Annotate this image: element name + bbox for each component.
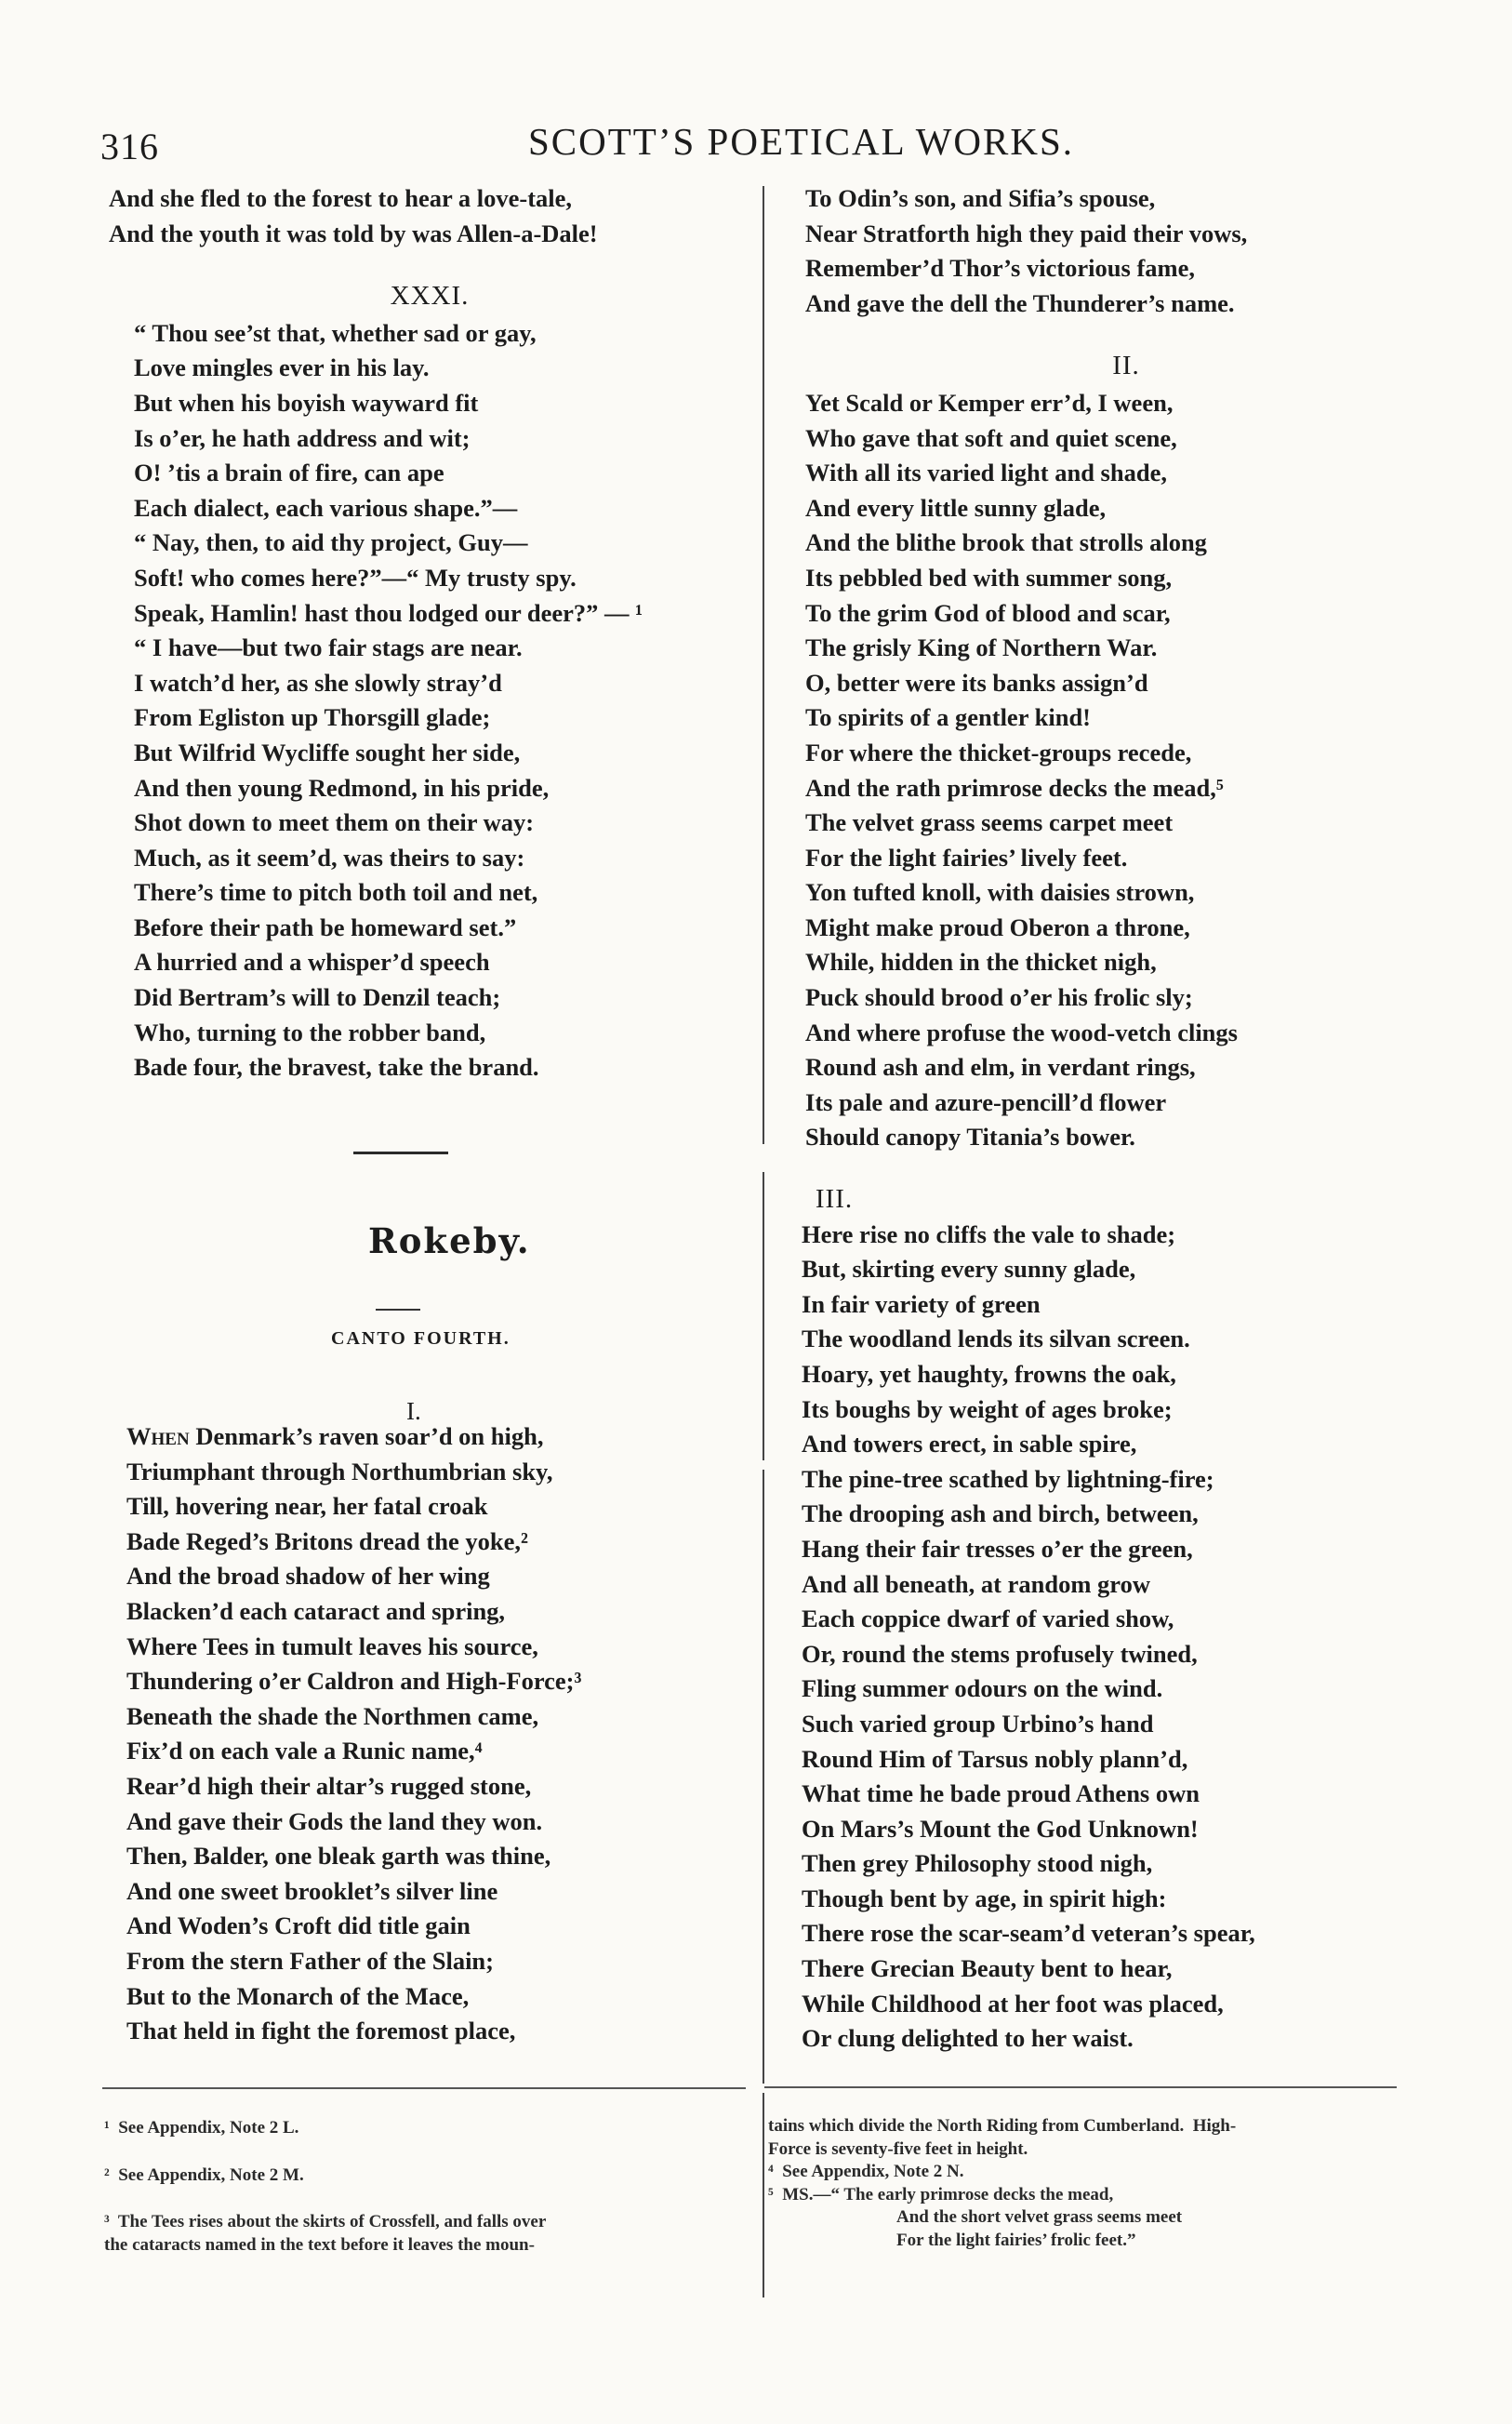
verse-line: Before their path be homeward set.” bbox=[134, 912, 517, 941]
running-title: SCOTT’S POETICAL WORKS. bbox=[528, 120, 1075, 163]
footnote: tains which divide the North Riding from Cumberland. High- bbox=[768, 2116, 1237, 2136]
verse-line: And the broad shadow of her wing bbox=[126, 1562, 490, 1591]
drop-word: When bbox=[126, 1422, 190, 1450]
footnote-spacer bbox=[104, 2187, 755, 2211]
verse-line: Hang their fair tresses o’er the green, bbox=[802, 1534, 1193, 1563]
verse-line: Such varied group Urbino’s hand bbox=[802, 1709, 1154, 1738]
verse-line: While Childhood at her foot was placed, bbox=[802, 1989, 1224, 2018]
verse-line: To the grim God of blood and scar, bbox=[805, 598, 1171, 627]
verse-line: And every little sunny glade, bbox=[805, 493, 1107, 522]
column-divider bbox=[763, 2093, 764, 2297]
verse-line: Though bent by age, in spirit high: bbox=[802, 1884, 1167, 1912]
verse-line: “ Nay, then, to aid thy project, Guy— bbox=[134, 528, 528, 557]
verse-line: Remember’d Thor’s victorious fame, bbox=[805, 254, 1195, 283]
column-divider bbox=[763, 1172, 764, 1460]
verse-line: Its pale and azure-pencill’d flower bbox=[805, 1087, 1167, 1116]
first-line-rest: Denmark’s raven soar’d on high, bbox=[189, 1422, 544, 1450]
verse-line: Puck should brood o’er his frolic sly; bbox=[805, 983, 1193, 1012]
verse-line: Love mingles ever in his lay. bbox=[134, 353, 430, 382]
stanza-heading-ii: II. bbox=[1112, 351, 1140, 381]
section-divider bbox=[353, 1152, 448, 1154]
verse-line: “ Thou see’st that, whether sad or gay, bbox=[134, 318, 537, 347]
verse-line: Triumphant through Northumbrian sky, bbox=[126, 1457, 553, 1485]
verse-line: Rear’d high their altar’s rugged stone, bbox=[126, 1771, 532, 1800]
verse-line: Round Him of Tarsus nobly plann’d, bbox=[802, 1744, 1188, 1773]
stanza-heading-i: I. bbox=[406, 1397, 421, 1425]
verse-line: That held in fight the foremost place, bbox=[126, 2017, 516, 2045]
verse-line: The woodland lends its silvan screen. bbox=[802, 1325, 1190, 1353]
verse-line: And the blithe brook that strolls along bbox=[805, 528, 1207, 557]
verse-line: From the stern Father of the Slain; bbox=[126, 1946, 494, 1975]
footnote-spacer bbox=[104, 2140, 755, 2164]
verse-line: The grisly King of Northern War. bbox=[805, 633, 1158, 662]
verse-line: Each dialect, each various shape.”— bbox=[134, 493, 518, 522]
verse-line bbox=[126, 1419, 768, 1455]
verse-line: Hoary, yet haughty, frowns the oak, bbox=[802, 1359, 1176, 1388]
verse-line: And towers erect, in sable spire, bbox=[802, 1430, 1137, 1458]
footnote: the cataracts named in the text before it leaves the moun- bbox=[104, 2234, 535, 2255]
verse-line: Who, turning to the robber band, bbox=[134, 1018, 486, 1046]
verse-line: Near Stratforth high they paid their vows, bbox=[805, 219, 1248, 247]
footnote: ¹ See Appendix, Note 2 L. bbox=[104, 2118, 299, 2138]
verse-line: And one sweet brooklet’s silver line bbox=[126, 1876, 498, 1905]
verse-line: Here rise no cliffs the vale to shade; bbox=[802, 1219, 1176, 1248]
verse-line: The velvet grass seems carpet meet bbox=[805, 808, 1174, 837]
verse-line: Much, as it seem’d, was theirs to say: bbox=[134, 843, 525, 872]
title-divider bbox=[376, 1309, 420, 1311]
verse-line: A hurried and a whisper’d speech bbox=[134, 948, 490, 977]
section-title: Rokeby. bbox=[368, 1220, 531, 1261]
verse-line: Speak, Hamlin! hast thou lodged our deer?” — ¹ bbox=[134, 598, 643, 627]
verse-line: Who gave that soft and quiet scene, bbox=[805, 423, 1177, 452]
footnote: For the light fairies’ frolic feet.” bbox=[896, 2230, 1136, 2250]
verse-line: Is o’er, he hath address and wit; bbox=[134, 423, 471, 452]
footnotes-right bbox=[768, 2115, 1419, 2252]
verse-line: In fair variety of green bbox=[802, 1289, 1041, 1318]
verse-line: O! ’tis a brain of fire, can ape bbox=[134, 459, 444, 487]
verse-line: Fix’d on each vale a Runic name,⁴ bbox=[126, 1737, 483, 1765]
page-header bbox=[0, 119, 1512, 166]
verse-line: Then, Balder, one bleak garth was thine, bbox=[126, 1842, 551, 1871]
verse-line: To spirits of a gentler kind! bbox=[805, 703, 1092, 732]
stanza-heading-xxxi: XXXI. bbox=[390, 281, 470, 312]
verse-line: Yet Scald or Kemper err’d, I ween, bbox=[805, 388, 1174, 417]
verse-line: O, better were its banks assign’d bbox=[805, 668, 1148, 697]
verse-line: And where profuse the wood-vetch clings bbox=[805, 1018, 1238, 1046]
verse-line: Then grey Philosophy stood nigh, bbox=[802, 1849, 1153, 1878]
right-column-top bbox=[805, 181, 1447, 1155]
verse-line: Its boughs by weight of ages broke; bbox=[802, 1394, 1173, 1423]
footnote: ³ The Tees rises about the skirts of Crossfell, and falls over bbox=[104, 2212, 547, 2231]
verse-line: What time he bade proud Athens own bbox=[802, 1779, 1200, 1808]
page-number: 316 bbox=[100, 126, 159, 167]
verse-line: And Woden’s Croft did title gain bbox=[126, 1911, 471, 1940]
verse-line: Each coppice dwarf of varied show, bbox=[802, 1605, 1174, 1633]
verse-line: Blacken’d each cataract and spring, bbox=[126, 1596, 506, 1625]
verse-line: And then young Redmond, in his pride, bbox=[134, 773, 550, 802]
verse-line: Or clung delighted to her waist. bbox=[802, 2024, 1134, 2053]
footnote: Force is seventy-five feet in height. bbox=[768, 2138, 1028, 2159]
verse-line: With all its varied light and shade, bbox=[805, 459, 1167, 487]
verse-line: There’s time to pitch both toil and net, bbox=[134, 878, 538, 907]
verse-line: From Egliston up Thorsgill glade; bbox=[134, 703, 491, 732]
verse-line: There Grecian Beauty bent to hear, bbox=[802, 1954, 1173, 1983]
verse-line: And the youth it was told by was Allen-a-Dale! bbox=[109, 219, 598, 247]
verse-line: But to the Monarch of the Mace, bbox=[126, 1981, 470, 2010]
verse-line: But, skirting every sunny glade, bbox=[802, 1255, 1136, 1284]
verse-line: But when his boyish wayward fit bbox=[134, 388, 479, 417]
footnotes-left bbox=[104, 2117, 755, 2257]
verse-line: There rose the scar-seam’d veteran’s spear, bbox=[802, 1919, 1255, 1948]
verse-line: Soft! who comes here?”—“ My trusty spy. bbox=[134, 563, 577, 592]
verse-line: Thundering o’er Caldron and High-Force;³ bbox=[126, 1667, 582, 1696]
footnote: ² See Appendix, Note 2 M. bbox=[104, 2164, 304, 2185]
verse-line: But Wilfrid Wycliffe sought her side, bbox=[134, 738, 521, 766]
stanza-xxxi bbox=[109, 316, 750, 1085]
verse-line: “ I have—but two fair stags are near. bbox=[134, 633, 523, 662]
verse-line: And gave the dell the Thunderer’s name. bbox=[805, 288, 1235, 317]
right-column-bottom bbox=[802, 1182, 1443, 2057]
verse-line: Fling summer odours on the wind. bbox=[802, 1674, 1163, 1703]
verse-line: Shot down to meet them on their way: bbox=[134, 808, 535, 837]
footnote-rule bbox=[102, 2087, 746, 2089]
verse-line: Round ash and elm, in verdant rings, bbox=[805, 1053, 1196, 1082]
verse-line: Till, hovering near, her fatal croak bbox=[126, 1492, 488, 1521]
footnote: ⁴ See Appendix, Note 2 N. bbox=[768, 2162, 964, 2181]
verse-line: Might make proud Oberon a throne, bbox=[805, 912, 1190, 941]
verse-line: For the light fairies’ lively feet. bbox=[805, 843, 1128, 872]
verse-line: The drooping ash and birch, between, bbox=[802, 1499, 1199, 1528]
verse-line: Bade Reged’s Britons dread the yoke,² bbox=[126, 1526, 528, 1555]
verse-line: Where Tees in tumult leaves his source, bbox=[126, 1632, 538, 1660]
verse-line: For where the thicket-groups recede, bbox=[805, 738, 1192, 766]
verse-line: I watch’d her, as she slowly stray’d bbox=[134, 668, 502, 697]
verse-line: Did Bertram’s will to Denzil teach; bbox=[134, 983, 501, 1012]
verse-line: The pine-tree scathed by lightning-fire; bbox=[802, 1464, 1214, 1493]
verse-line: And she fled to the forest to hear a love-tale, bbox=[109, 184, 573, 212]
footnote-rule bbox=[764, 2086, 1397, 2088]
verse-line: And the rath primrose decks the mead,⁵ bbox=[805, 773, 1224, 802]
verse-line: And all beneath, at random grow bbox=[802, 1569, 1150, 1598]
verse-line: Beneath the shade the Northmen came, bbox=[126, 1701, 539, 1730]
verse-line: While, hidden in the thicket nigh, bbox=[805, 948, 1157, 977]
canto-heading: CANTO FOURTH. bbox=[331, 1328, 511, 1349]
verse-line: Should canopy Titania’s bower. bbox=[805, 1123, 1135, 1152]
verse-line: On Mars’s Mount the God Unknown! bbox=[802, 1814, 1199, 1843]
footnote: ⁵ MS.—“ The early primrose decks the mead, bbox=[768, 2184, 1114, 2204]
verse-line: To Odin’s son, and Sifia’s spouse, bbox=[805, 184, 1156, 212]
column-divider bbox=[763, 186, 764, 1144]
left-column-bottom bbox=[126, 1419, 768, 2049]
verse-line: Its pebbled bed with summer song, bbox=[805, 563, 1173, 592]
verse-line: And gave their Gods the land they won. bbox=[126, 1806, 543, 1835]
footnote: And the short velvet grass seems meet bbox=[896, 2207, 1183, 2227]
column-divider bbox=[763, 1470, 764, 2084]
verse-line: Or, round the stems profusely twined, bbox=[802, 1639, 1198, 1668]
verse-line: Yon tufted knoll, with daisies strown, bbox=[805, 878, 1195, 907]
verse-line: Bade four, the bravest, take the brand. bbox=[134, 1053, 539, 1082]
left-column-top bbox=[109, 181, 750, 1085]
stanza-heading-iii: III. bbox=[815, 1184, 854, 1214]
